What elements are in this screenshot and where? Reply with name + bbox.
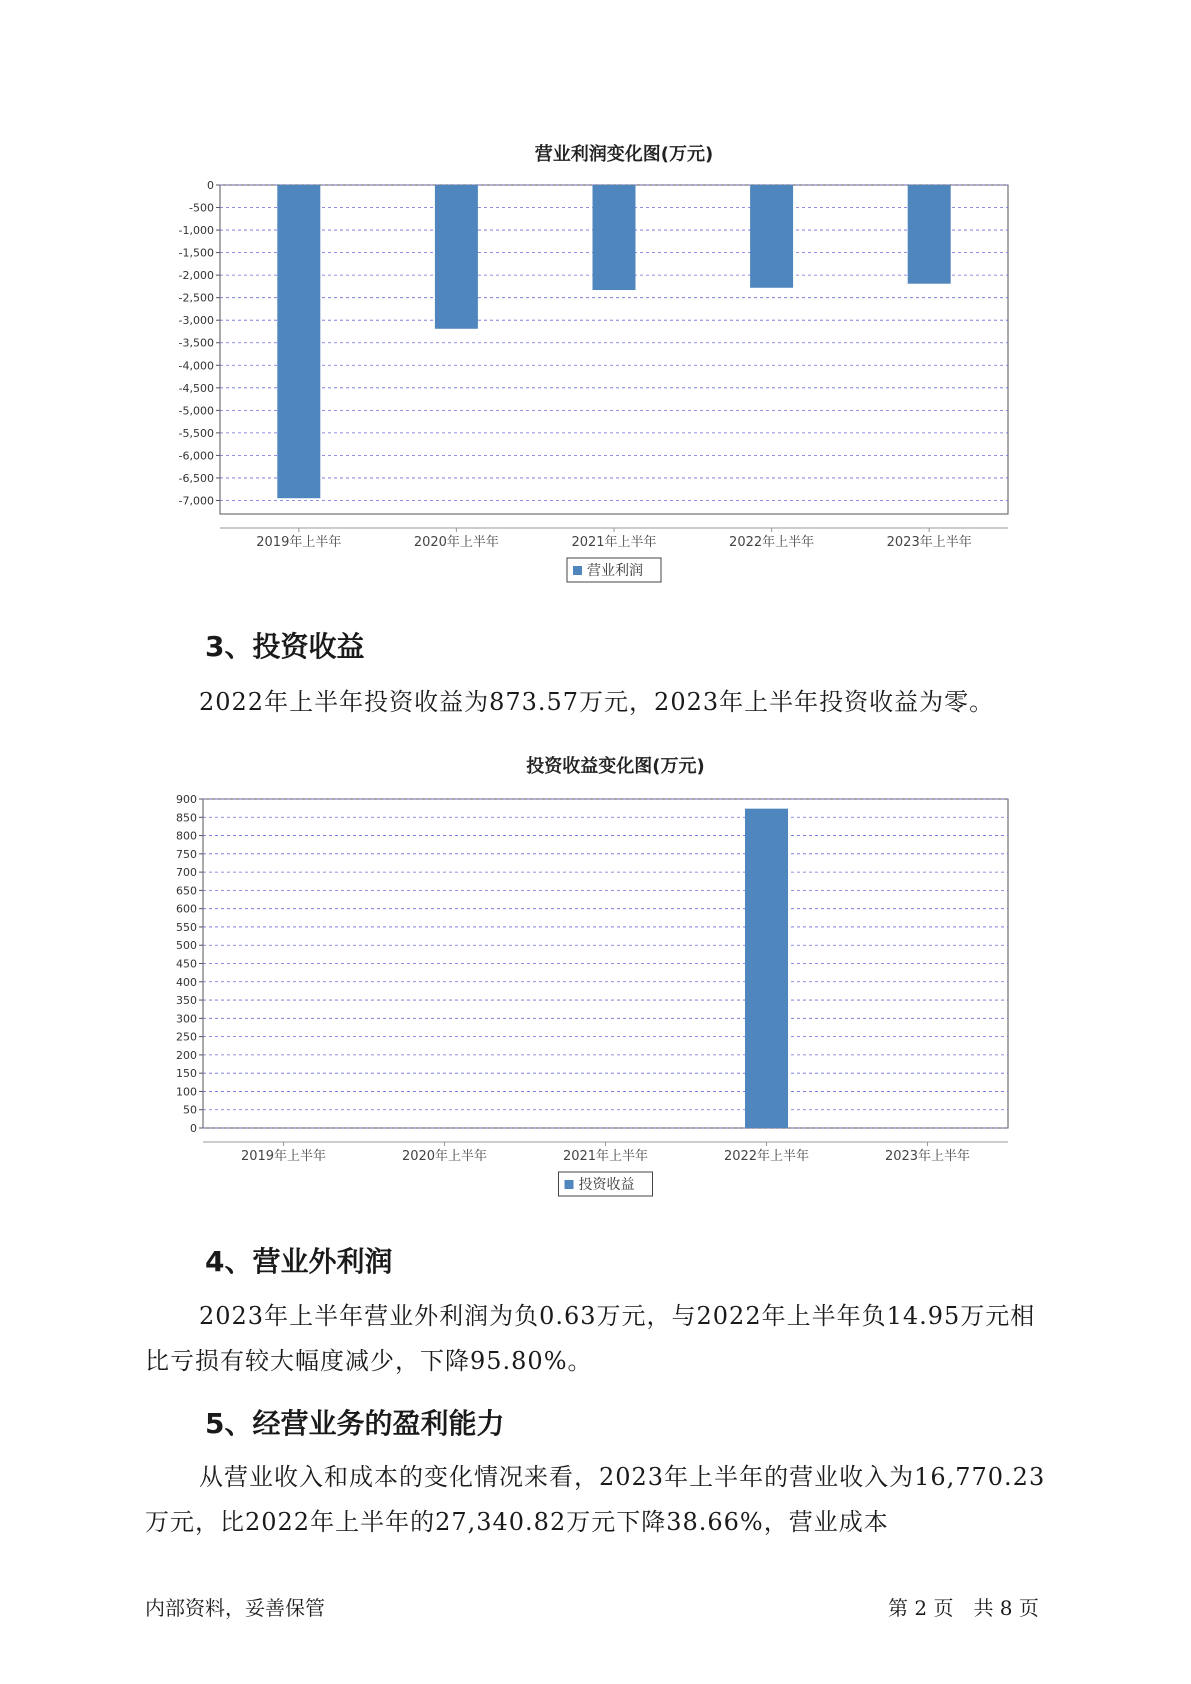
x-tick-label: 2022年上半年 [729, 535, 815, 550]
y-tick-label: -6,000 [178, 449, 214, 463]
operating-profit-chart-svg [0, 140, 1191, 590]
chart-title: 投资收益变化图(万元) [526, 756, 705, 777]
legend-swatch [573, 566, 582, 575]
x-tick-label: 2021年上半年 [571, 535, 657, 550]
y-tick-label: 550 [176, 920, 197, 934]
legend-label: 营业利润 [587, 563, 643, 579]
y-tick-label: 250 [176, 1030, 197, 1044]
x-tick-label: 2019年上半年 [240, 1149, 327, 1164]
y-tick-label: 650 [176, 884, 197, 898]
section-5-paragraph: 从营业收入和成本的变化情况来看，2023年上半年的营业收入为16,770.23万元，比2022年上半年的27,340.82万元下降38.66%，营业成本 [145, 1463, 1046, 1536]
footer-page-number: 第 2 页 共 8 页 [888, 1596, 1039, 1620]
y-tick-label: -3,500 [178, 336, 214, 350]
y-tick-label: 450 [176, 957, 197, 971]
y-tick-label: 300 [176, 1012, 197, 1026]
bar [435, 185, 478, 329]
x-tick-label: 2021年上半年 [562, 1149, 649, 1164]
y-tick-label: 500 [176, 939, 197, 953]
bar [745, 809, 788, 1128]
operating-profit-chart [0, 140, 1191, 590]
y-tick-label: 150 [176, 1067, 197, 1081]
y-tick-label: 900 [176, 793, 197, 806]
footer-confidential-note: 内部资料，妥善保管 [145, 1596, 325, 1620]
y-tick-label: -4,000 [178, 359, 214, 373]
section-5-heading: 5、经营业务的盈利能力 [205, 1407, 505, 1440]
y-tick-label: -4,500 [178, 381, 214, 395]
section-3-paragraph: 2022年上半年投资收益为873.57万元，2023年上半年投资收益为零。 [199, 688, 995, 716]
y-tick-label: -5,000 [178, 404, 214, 418]
x-tick-label: 2020年上半年 [413, 535, 499, 550]
x-tick-label: 2023年上半年 [886, 535, 972, 550]
y-tick-label: 0 [190, 1122, 197, 1135]
bar [750, 185, 793, 288]
y-tick-label: 750 [176, 847, 197, 861]
x-tick-label: 2023年上半年 [884, 1149, 971, 1164]
y-tick-label: -1,500 [178, 246, 214, 260]
legend-swatch [565, 1180, 574, 1189]
y-tick-label: -3,000 [178, 314, 214, 328]
y-tick-label: 800 [176, 829, 197, 843]
x-tick-label: 2019年上半年 [256, 535, 342, 550]
bar [908, 185, 951, 284]
y-tick-label: -2,000 [178, 269, 214, 283]
legend-label: 投资收益 [578, 1177, 635, 1193]
y-tick-label: 700 [176, 866, 197, 880]
y-tick-label: -7,000 [178, 494, 214, 508]
y-tick-label: 0 [207, 179, 214, 192]
y-tick-label: 350 [176, 994, 197, 1008]
y-tick-label: -500 [189, 201, 214, 215]
y-tick-label: 600 [176, 902, 197, 916]
y-tick-label: -5,500 [178, 426, 214, 440]
section-4-paragraph: 2023年上半年营业外利润为负0.63万元，与2022年上半年负14.95万元相比亏损有较大幅度减少，下降95.80%。 [145, 1302, 1036, 1375]
y-tick-label: 100 [176, 1085, 197, 1099]
y-tick-label: -1,000 [178, 224, 214, 238]
chart-title: 营业利润变化图(万元) [534, 144, 714, 165]
x-tick-label: 2022年上半年 [723, 1149, 810, 1164]
x-tick-label: 2020年上半年 [401, 1149, 488, 1164]
bar [593, 185, 636, 290]
investment-income-chart-svg [0, 752, 1191, 1202]
investment-income-chart [0, 752, 1191, 1202]
section-4-heading: 4、营业外利润 [205, 1245, 393, 1278]
y-tick-label: -2,500 [178, 291, 214, 305]
y-tick-label: -6,500 [178, 471, 214, 485]
y-tick-label: 50 [183, 1103, 197, 1117]
y-tick-label: 850 [176, 811, 197, 825]
bar [277, 185, 320, 498]
y-tick-label: 200 [176, 1048, 197, 1062]
section-3-heading: 3、投资收益 [205, 630, 365, 663]
y-tick-label: 400 [176, 975, 197, 989]
